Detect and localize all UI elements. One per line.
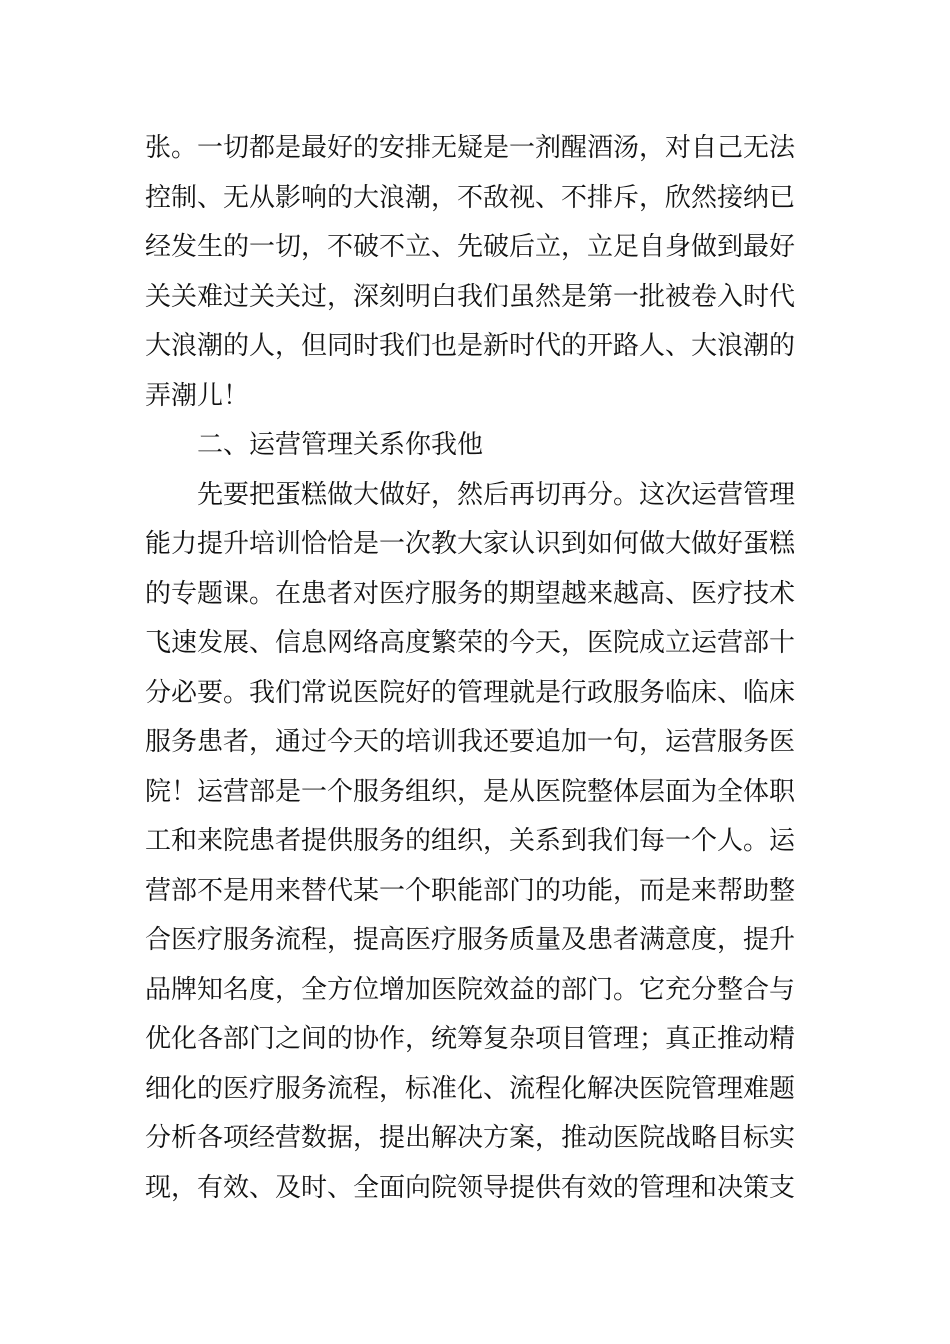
text-line: 院！运营部是一个服务组织，是从医院整体层面为全体职: [145, 776, 796, 807]
text-line: 能力提升培训恰恰是一次教大家认识到如何做大做好蛋糕: [145, 529, 796, 559]
text-line: 经发生的一切，不破不立、先破后立，立足自身做到最好: [145, 232, 796, 262]
body-text: [145, 124, 809, 1213]
text-line: 工和来院患者提供服务的组织，关系到我们每一个人。运: [145, 826, 796, 856]
text-line: 先要把蛋糕做大做好，然后再切再分。这次运营管理: [197, 479, 796, 510]
text-line: 大浪潮的人，但同时我们也是新时代的开路人、大浪潮的: [145, 331, 796, 361]
text-line: 飞速发展、信息网络高度繁荣的今天，医院成立运营部十: [145, 628, 796, 658]
text-line: 合医疗服务流程，提高医疗服务质量及患者满意度，提升: [145, 925, 796, 955]
text-line: 优化各部门之间的协作，统筹复杂项目管理；真正推动精: [145, 1024, 796, 1054]
text-line: 控制、无从影响的大浪潮，不敌视、不排斥，欣然接纳已: [145, 182, 796, 213]
text-line: 分必要。我们常说医院好的管理就是行政服务临床、临床: [145, 677, 796, 708]
text-line: 弄潮儿！: [145, 380, 250, 411]
text-line: 现，有效、及时、全面向院领导提供有效的管理和决策支: [145, 1172, 796, 1203]
text-line: 分析各项经营数据，提出解决方案，推动医院战略目标实: [145, 1123, 796, 1153]
text-line: 关关难过关关过，深刻明白我们虽然是第一批被卷入时代: [145, 281, 796, 312]
text-line: 服务患者，通过今天的培训我还要追加一句，运营服务医: [145, 727, 796, 757]
text-line: 品牌知名度，全方位增加医院效益的部门。它充分整合与: [145, 974, 796, 1005]
text-line: 营部不是用来替代某一个职能部门的功能，而是来帮助整: [145, 875, 796, 906]
text-line: 细化的医疗服务流程，标准化、流程化解决医院管理难题: [145, 1073, 796, 1104]
section-heading: 二、运营管理关系你我他: [197, 430, 484, 460]
text-line: 张。一切都是最好的安排无疑是一剂醒酒汤，对自己无法: [145, 133, 796, 163]
text-line: 的专题课。在患者对医疗服务的期望越来越高、医疗技术: [145, 578, 796, 609]
